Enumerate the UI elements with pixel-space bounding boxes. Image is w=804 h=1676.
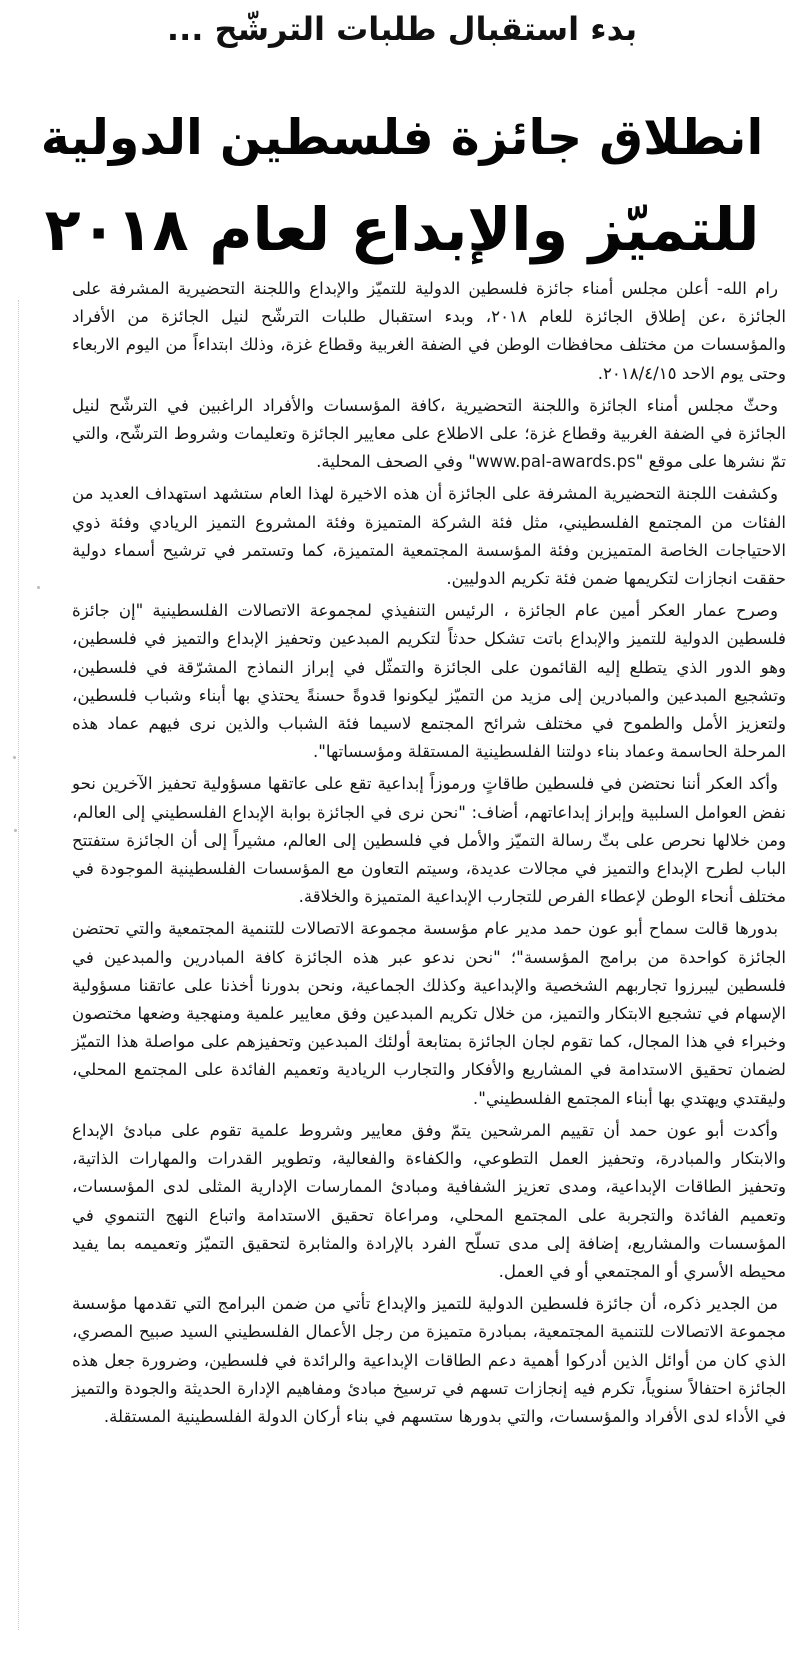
left-margin-line: [18, 300, 20, 1630]
article-paragraph: وحثّ مجلس أمناء الجائزة واللجنة التحضيرية ،كافة المؤسسات والأفراد الراغبين في الترشّح لنيل الجائزة في الضفة الغربية وقطاع غزة؛ على الاطلاع على معايير الجائزة وتعليمات وشروط الترشّح، والتي تمّ نشرها على موقع "www.pal-awards.ps" وفي الصحف المحلية.: [72, 395, 786, 472]
article-paragraph: بدورها قالت سماح أبو عون حمد مدير عام مؤسسة مجموعة الاتصالات للتنمية المجتمعية والتي تحتضن الجائزة كواحدة من برامج المؤسسة"؛ "نحن ندعو عبر هذه الجائزة كافة المبادرين والمبدعين في فلسطين ليبرزوا تجاربهم الشخصية والإبداعية وكذلك الجماعية، ونحن بدورنا أخذنا على عاتقنا مسؤولية الإسهام في تشجيع الابتكار والتميز، من خلال تكريم المبدعين وفق معايير علمية ومنهجية وضعها مختصون وخبراء في هذا المجال، كما تقوم لجان الجائزة بمتابعة أولئك المبدعين وتحفيزهم على مواصلة هذا التميّز لضمان تحقيق الاستدامة في المشاريع والأفكار والتجارب الريادية وتعميم الفائدة على المجتمع المحلي، وليقتدي ويهتدي بها أبناء المجتمع الفلسطيني".: [72, 919, 786, 1108]
print-speck: [37, 586, 40, 589]
print-speck: [14, 829, 17, 832]
print-speck: [13, 756, 16, 759]
article-body: [72, 275, 786, 1435]
article-paragraph: من الجدير ذكره، أن جائزة فلسطين الدولية للتميز والإبداع تأتي من ضمن البرامج التي تقدمها مؤسسة مجموعة الاتصالات للتنمية المجتمعية، بمبادرة متميزة من رجل الأعمال الفلسطيني السيد صبيح المصري، الذي كان من أوائل الذين أدركوا أهمية دعم الطاقات الإبداعية والرائدة في فلسطين، وضرورة جعل هذه الجائزة احتفالاً سنوياً، تكرم فيه إنجازات تسهم في ترسيخ مبادئ ومفاهيم الإدارة الحديثة والجودة والتميز في الأداء لدى الأفراد والمؤسسات، والتي بدورها ستسهم في بناء أركان الدولة الفلسطينية المستقلة.: [72, 1294, 786, 1426]
article-paragraph: وأكد العكر أننا نحتضن في فلسطين طاقاتٍ ورموزاً إبداعية تقع على عاتقها مسؤولية تحفيز الآخرين نحو نفض العوامل السلبية وإبراز إبداعاتهم، أضاف: "نحن نرى في الجائزة بوابة الإبداع الفلسطيني إلى العالم، ومن خلالها نحرص على بثّ رسالة التميّز والأمل في فلسطين إلى العالم، مشيراً إلى أن الجائزة ستفتتح الباب لطرح الإبداع والتميز في مجالات عديدة، وسيتم التعاون مع المؤسسات الفلسطينية الموجودة في مختلف أنحاء الوطن لإعطاء الفرص للتجارب الإبداعية المتميزة والخلاقة.: [72, 774, 786, 907]
article-headline-line-1: انطلاق جائزة فلسطين الدولية: [40, 109, 764, 166]
article-headline-line-2: للتميّز والإبداع لعام ٢٠١٨: [44, 195, 760, 264]
article-paragraph: وأكدت أبو عون حمد أن تقييم المرشحين يتمّ وفق معايير وشروط علمية تقوم على مبادئ الإبداع والابتكار والمبادرة، وتحفيز العمل التطوعي، والكفاءة والفعالية، وتطوير القدرات والمهارات الذاتية، وتحفيز الطاقات الإبداعية، ومدى تعزيز الشفافية ومبادئ الممارسات الإدارية المثلى لدى المؤسسات، وتعميم الفائدة والتجربة على المجتمع المحلي، ومراعاة تحقيق الاستدامة واتباع النهج التنموي في المؤسسات والمشاريع، إضافة إلى مدى تسلّح الفرد بالإرادة والمثابرة لتحقيق التميّز وتعميمه بما يفيد محيطه الأسري أو المجتمعي أو في العمل.: [72, 1120, 786, 1281]
article-kicker: بدء استقبال طلبات الترشّح ...: [166, 10, 638, 48]
article-paragraph: رام الله- أعلن مجلس أمناء جائزة فلسطين الدولية للتميّز والإبداع واللجنة التحضيرية المشرفة على الجائزة ،عن إطلاق الجائزة للعام ٢٠١٨، وبدء استقبال طلبات الترشّح لنيل الجائزة من الأفراد والمؤسسات من مختلف محافظات الوطن في الضفة الغربية وقطاع غزة، وذلك ابتداءاً من اليوم الاربعاء وحتى يوم الاحد ٢٠١٨/٤/١٥.: [72, 279, 786, 383]
article-paragraph: وكشفت اللجنة التحضيرية المشرفة على الجائزة أن هذه الاخيرة لهذا العام ستشهد استهداف العديد من الفئات من المجتمع الفلسطيني، مثل فئة الشركة المتميزة وفئة المشروع التميز الريادي وفئة ذوي الاحتياجات الخاصة المتميزين وفئة المؤسسة المجتمعية المتميزة، كما وتستمر في ترشيح أسماء دولية حققت انجازات لتكريمها ضمن فئة تكريم الدوليين.: [72, 484, 786, 589]
article-paragraph: وصرح عمار العكر أمين عام الجائزة ، الرئيس التنفيذي لمجموعة الاتصالات الفلسطينية "إن جائزة فلسطين الدولية للتميز والإبداع باتت تشكل حدثاً لتكريم المبدعين وتحفيز الإبداع والتميز في فلسطين، وهو الدور الذي يتطلع إليه القائمون على الجائزة والتمثّل في إبراز النماذج المشرّقة في فلسطين، وتشجيع المبدعين والمبادرين إلى مزيد من التميّز ليكونوا قدوةً حسنةً يحتذي بها أبناء وشباب فلسطين، ولتعزيز الأمل والطموح في مختلف شرائح المجتمع لاسيما فئة الشباب والذين نرى فيهم عماد هذه المرحلة الحاسمة وعماد بناء دولتنا الفلسطينية المستقلة ومؤسساتها".: [72, 601, 786, 762]
